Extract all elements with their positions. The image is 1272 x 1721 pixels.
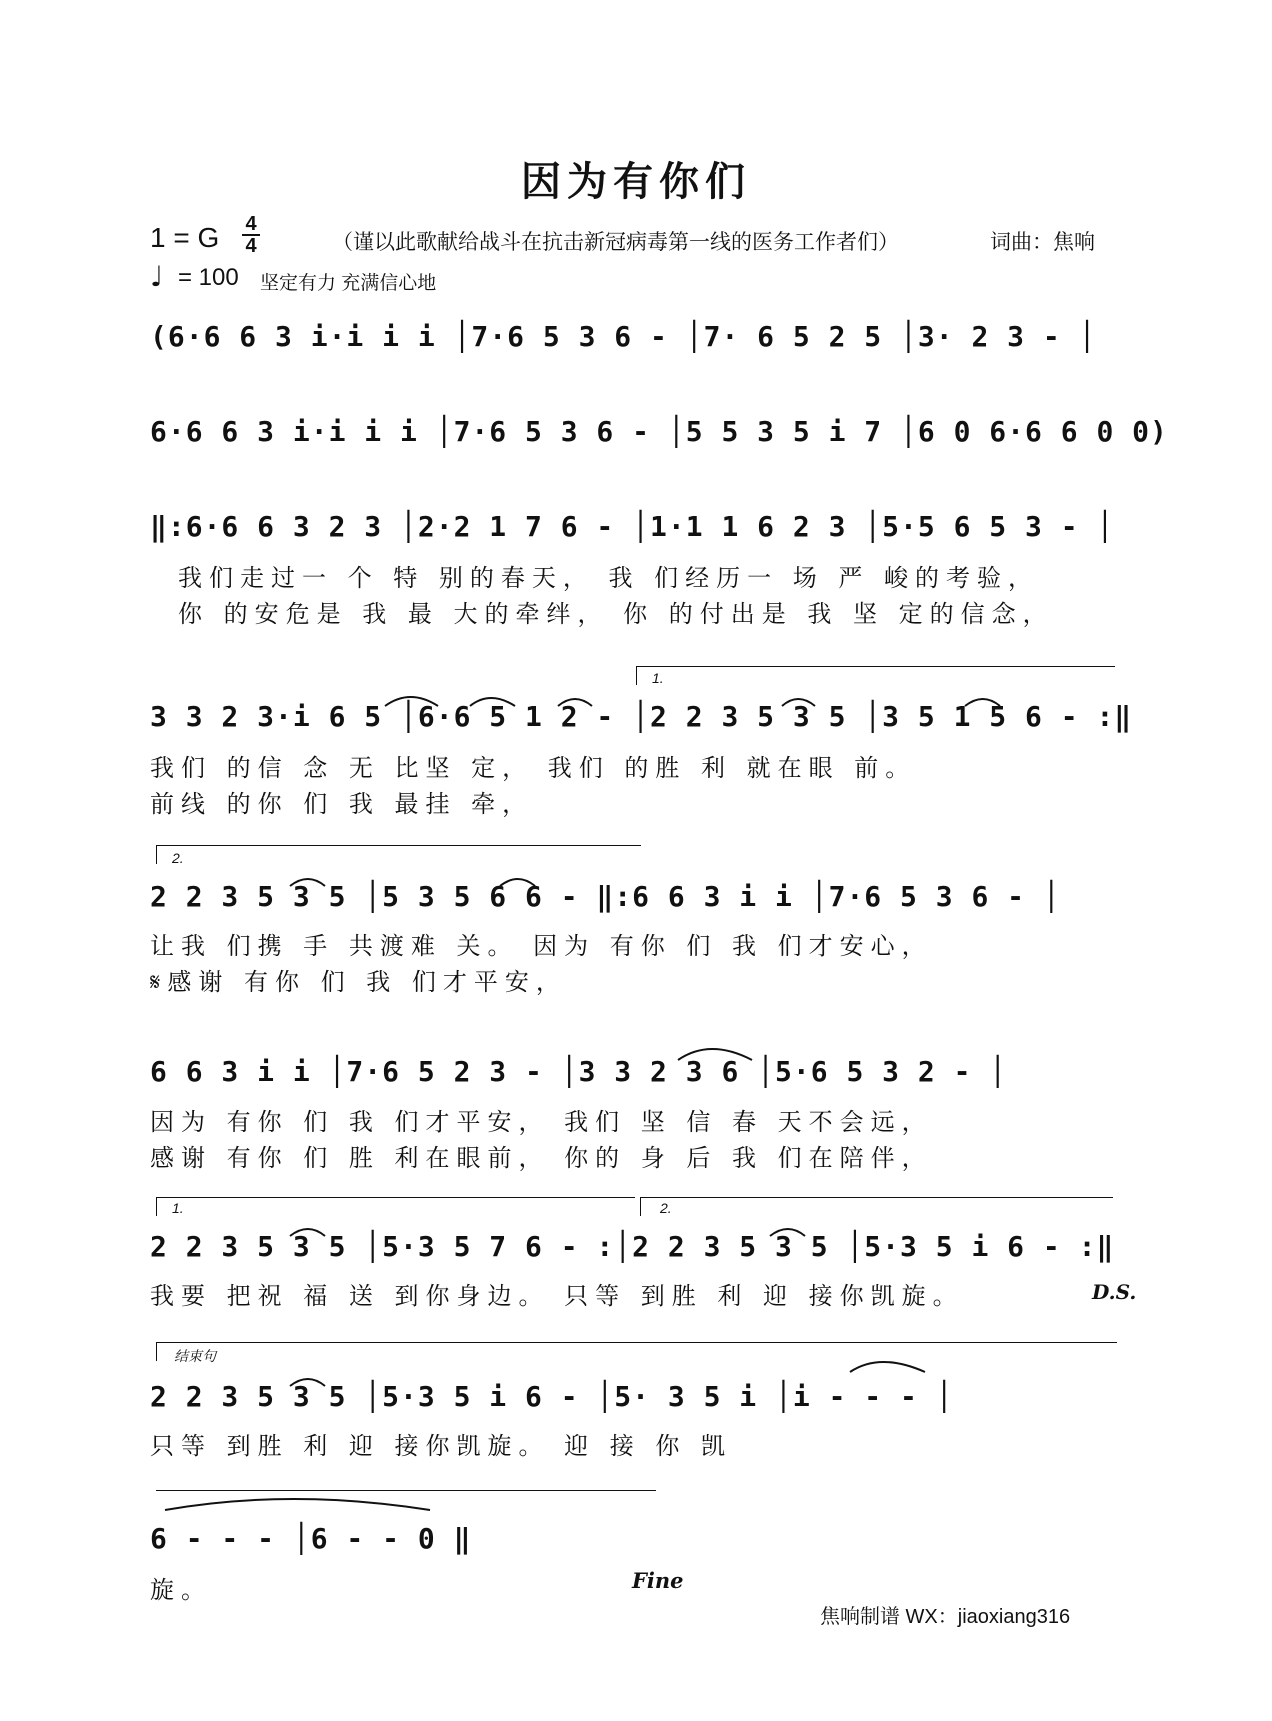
notation-line-8: 2 2 3 5 3 5 │5·3 5 i 6 - │5· 3 5 i │i - - - │ <box>150 1380 954 1413</box>
notation-line-3: ‖:6·6 6 3 2 3 │2·2 1 7 6 - │1·1 1 6 2 3 │5·5 6 5 3 - │ <box>150 510 1115 543</box>
slur-line-8-b <box>850 1362 925 1372</box>
volta-label-second-b: 2. <box>660 1200 672 1216</box>
lyrics-line-3-verse-1: 我们走过一 个 特 别的春天， 我 们经历一 场 严 峻的考验， <box>178 564 1040 592</box>
lyrics-line-7-verse-1: 我要 把祝 福 送 到你身边。 只等 到胜 利 迎 接你凯旋。 <box>150 1282 964 1310</box>
lyrics-line-5-verse-2: 𝄋感谢 有你 们 我 们才平安， <box>150 968 567 996</box>
slur-line-4-c <box>558 699 592 706</box>
lyrics-line-4-verse-1: 我们 的信 念 无 比坚 定， 我们 的胜 利 就在眼 前。 <box>150 754 917 782</box>
volta-label-first-b: 1. <box>172 1200 184 1216</box>
lyrics-line-4-verse-2: 前线 的你 们 我 最挂 牵， <box>150 790 534 818</box>
tempo-marking: 坚定有力 充满信心地 <box>260 273 437 294</box>
slur-line-9 <box>165 1499 430 1510</box>
volta-label-second-a: 2. <box>172 850 184 866</box>
notation-line-7: 2 2 3 5 3 5 │5·3 5 7 6 - :│2 2 3 5 3 5 │5·3 5 i 6 - :‖ <box>150 1230 1115 1263</box>
lyrics-line-6-verse-1: 因为 有你 们 我 们才平安， 我们 坚 信 春 天不会远， <box>150 1108 933 1136</box>
dedication: （谨以此歌献给战斗在抗击新冠病毒第一线的医务工作者们） <box>332 230 899 254</box>
lyrics-line-6-verse-2: 感谢 有你 们 胜 利在眼前， 你的 身 后 我 们在陪伴， <box>150 1144 933 1172</box>
quarter-note-icon: ♩ <box>150 260 164 293</box>
credit: 词曲：焦响 <box>990 230 1095 254</box>
slur-line-7-a <box>290 1229 325 1236</box>
slur-line-4-a <box>385 697 438 706</box>
key-signature: 1 = G <box>150 222 220 253</box>
slur-line-6 <box>678 1049 752 1060</box>
lyrics-line-8-verse-1: 只等 到胜 利 迎 接你凯旋。 迎 接 你 凯 <box>150 1432 733 1460</box>
volta-label-first-a: 1. <box>652 670 664 686</box>
time-signature-top: 4 <box>245 213 257 235</box>
slur-line-5-a <box>290 879 325 886</box>
notation-line-9: 6 - - - │6 - - 0 ‖ <box>150 1522 472 1555</box>
slur-line-4-e <box>965 699 1000 706</box>
lyrics-line-3-verse-2: 你 的安危是 我 最 大的牵绊， 你 的付出是 我 坚 定的信念， <box>178 600 1054 628</box>
slur-line-5-b <box>500 879 535 886</box>
slur-line-7-b <box>770 1229 805 1236</box>
notation-line-5: 2 2 3 5 3 5 │5 3 5 6 6 - ‖:6 6 3 i i │7·6 5 3 6 - │ <box>150 880 1061 913</box>
ending-label: 结束句 <box>174 1348 216 1364</box>
lyrics-line-9-verse-1: 旋。 <box>150 1576 212 1604</box>
notation-line-1: (6·6 6 3 i·i i i │7·6 5 3 6 - │7· 6 5 2 5 │3· 2 3 - │ <box>150 320 1097 353</box>
notation-line-4: 3 3 2 3·i 6 5 │6·6 5 1 2 - │2 2 3 5 3 5 │3 5 1 5 6 - :‖ <box>150 700 1133 733</box>
slur-line-4-b <box>470 698 515 706</box>
tempo: = 100 <box>178 264 239 291</box>
slur-line-4-d <box>782 699 815 706</box>
notation-line-6: 6 6 3 i i │7·6 5 2 3 - │3 3 2 3 6 │5·6 5 3 2 - │ <box>150 1055 1008 1088</box>
fine-marking: Fine <box>632 1568 684 1593</box>
ds-marking: D.S. <box>1092 1280 1137 1304</box>
footer-credit: 焦响制谱 WX：jiaoxiang316 <box>820 1606 1071 1628</box>
page-title: 因为有你们 <box>521 158 751 205</box>
time-signature-bottom: 4 <box>245 235 257 257</box>
lyrics-line-5-verse-1: 让我 们携 手 共渡难 关。 因为 有你 们 我 们才安心， <box>150 932 933 960</box>
slur-line-8-a <box>290 1379 325 1386</box>
notation-line-2: 6·6 6 3 i·i i i │7·6 5 3 6 - │5 5 3 5 i 7 │6 0 6·6 6 0 0) <box>150 415 1168 448</box>
